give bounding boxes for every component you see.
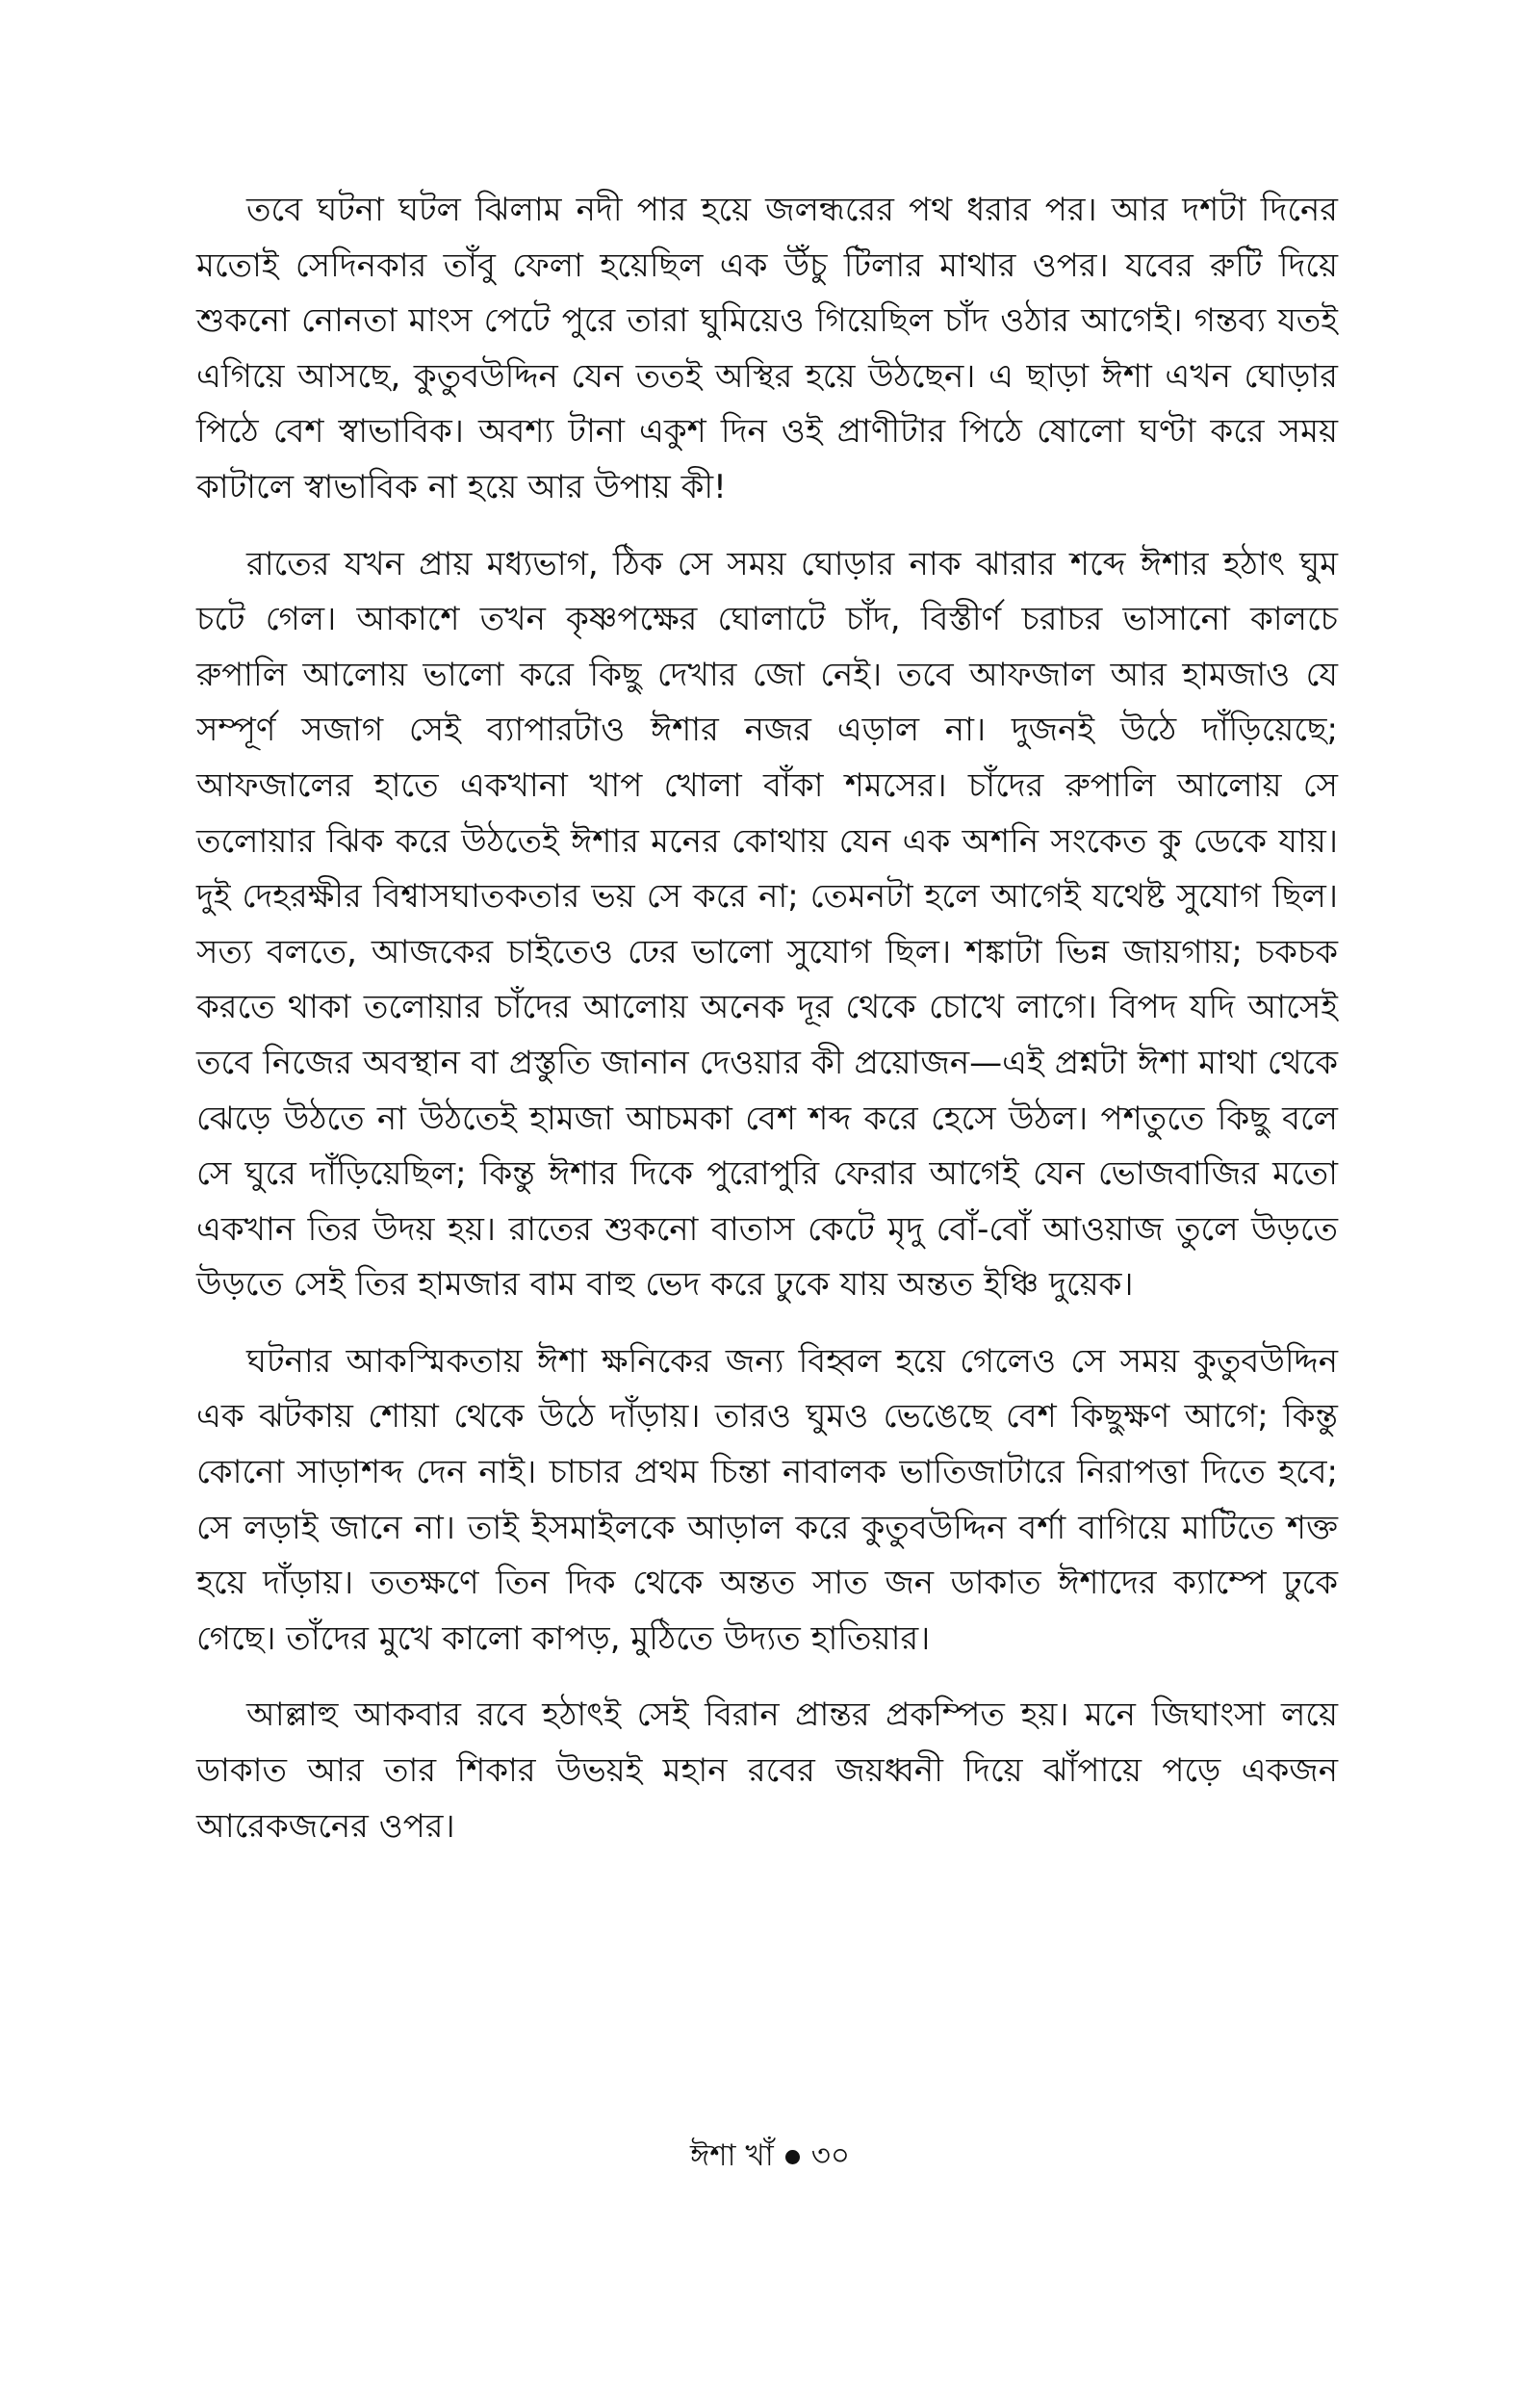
page-number: ৩০	[810, 2138, 851, 2173]
paragraph-3: ঘটনার আকস্মিকতায় ঈশা ক্ষনিকের জন্য বিহ্বল হয়ে গেলেও সে সময় কুতুবউদ্দিন এক ঝটকায় শোয়া থেকে উঠে দাঁড়ায়। তারও ঘুমও ভেঙেছে বেশ কিছুক্ষণ আগে; কিন্তু কোনো সাড়াশব্দ দেন নাই। চাচার প্রথম চিন্তা নাবালক ভাতিজাটারে নিরাপত্তা দিতে হবে; সে লড়াই জানে না। তাই ইসমাইলকে আড়াল করে কুতুবউদ্দিন বর্শা বাগিয়ে মাটিতে শক্ত হয়ে দাঁড়ায়। ততক্ষণে তিন দিক থেকে অন্তত সাত জন ডাকাত ঈশাদের ক্যাম্পে ঢুকে গেছে। তাঁদের মুখে কালো কাপড়, মুঠিতে উদ্যত হাতিয়ার।	[196, 1341, 1338, 1658]
paragraph-2: রাতের যখন প্রায় মধ্যভাগ, ঠিক সে সময় ঘোড়ার নাক ঝারার শব্দে ঈশার হঠাৎ ঘুম চটে গেল। আকাশে তখন কৃষ্ণপক্ষের ঘোলাটে চাঁদ, বিস্তীর্ণ চরাচর ভাসানো কালচে রুপালি আলোয় ভালো করে কিছু দেখার জো নেই। তবে আফজাল আর হামজাও যে সম্পূর্ণ সজাগ সেই ব্যাপারটাও ঈশার নজর এড়াল না। দুজনই উঠে দাঁড়িয়েছে; আফজালের হাতে একখানা খাপ খোলা বাঁকা শমসের। চাঁদের রুপালি আলোয় সে তলোয়ার ঝিক করে উঠতেই ঈশার মনের কোথায় যেন এক অশনি সংকেত কু ডেকে যায়। দুই দেহরক্ষীর বিশ্বাসঘাতকতার ভয় সে করে না; তেমনটা হলে আগেই যথেষ্ট সুযোগ ছিল। সত্য বলতে, আজকের চাইতেও ঢের ভালো সুযোগ ছিল। শঙ্কাটা ভিন্ন জায়গায়; চকচক করতে থাকা তলোয়ার চাঁদের আলোয় অনেক দূর থেকে চোখে লাগে। বিপদ যদি আসেই তবে নিজের অবস্থান বা প্রস্তুতি জানান দেওয়ার কী প্রয়োজন—এই প্রশ্নটা ঈশা মাথা থেকে ঝেড়ে উঠতে না উঠতেই হামজা আচমকা বেশ শব্দ করে হেসে উঠল। পশতুতে কিছু বলে সে ঘুরে দাঁড়িয়েছিল; কিন্তু ঈশার দিকে পুরোপুরি ফেরার আগেই যেন ভোজবাজির মতো একখান তির উদয় হয়। রাতের শুকনো বাতাস কেটে মৃদু বোঁ-বোঁ আওয়াজ তুলে উড়তে উড়তে সেই তির হামজার বাম বাহু ভেদ করে ঢুকে যায় অন্তত ইঞ্চি দুয়েক।	[196, 544, 1338, 1305]
paragraph-4: আল্লাহু আকবার রবে হঠাৎই সেই বিরান প্রান্তর প্রকম্পিত হয়। মনে জিঘাংসা লয়ে ডাকাত আর তার শিকার উভয়ই মহান রবের জয়ধ্বনী দিয়ে ঝাঁপায়ে পড়ে একজন আরেকজনের ওপর।	[196, 1695, 1338, 1846]
paragraph-1: তবে ঘটনা ঘটল ঝিলাম নদী পার হয়ে জলন্ধরের পথ ধরার পর। আর দশটা দিনের মতোই সেদিনকার তাঁবু ফেলা হয়েছিল এক উঁচু টিলার মাথার ওপর। যবের রুটি দিয়ে শুকনো নোনতা মাংস পেটে পুরে তারা ঘুমিয়েও গিয়েছিল চাঁদ ওঠার আগেই। গন্তব্য যতই এগিয়ে আসছে, কুতুবউদ্দিন যেন ততই অস্থির হয়ে উঠছেন। এ ছাড়া ঈশা এখন ঘোড়ার পিঠে বেশ স্বাভাবিক। অবশ্য টানা একুশ দিন ওই প্রাণীটার পিঠে ষোলো ঘণ্টা করে সময় কাটালে স্বাভাবিক না হয়ে আর উপায় কী!	[196, 191, 1338, 506]
page-footer	[0, 2133, 1540, 2183]
body-text	[196, 183, 1338, 1876]
bullet-dot-icon	[785, 2150, 800, 2164]
footer-book-title: ঈশা খাঁ	[689, 2138, 774, 2173]
